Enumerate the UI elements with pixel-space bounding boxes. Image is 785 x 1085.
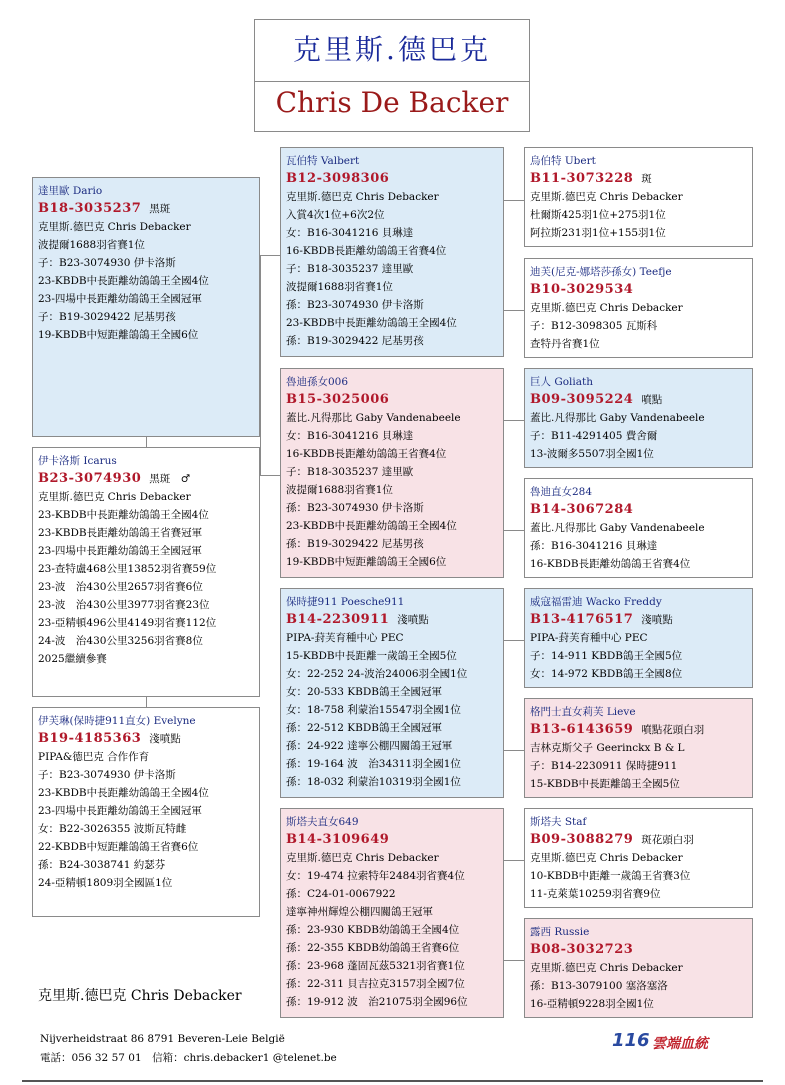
record-line: 孫：22-355 KBDB幼鴿鴿王省賽6位 — [286, 942, 460, 954]
record-line: 子：B18-3035237 達里歐 — [286, 466, 414, 478]
ring-number: B23-3074930 — [38, 471, 142, 486]
pedigree-card-gp1 — [524, 147, 753, 247]
record-line: 查特丹省賽1位 — [530, 338, 600, 350]
owner-address: Nijverheidstraat 86 8791 Beveren-Leie België — [40, 1033, 285, 1045]
pedigree-card-gp6 — [524, 698, 753, 798]
record-line: 子：B23-3074930 伊卡洛斯 — [38, 257, 176, 269]
bird-name: 伊芙琳(保時捷911直女) Evelyne — [38, 715, 196, 727]
connector — [504, 640, 524, 641]
record-line: 23-KBDB中長距離幼鴿鴿王全國4位 — [286, 317, 457, 329]
record-line: 孫：19-164 波 治34311羽全國1位 — [286, 758, 461, 770]
record-line: 克里斯.德巴克 Chris Debacker — [286, 852, 439, 864]
record-line: 孫：B19-3029422 尼基男孩 — [286, 538, 424, 550]
record-line: 子：14-911 KBDB鴿王全國5位 — [530, 650, 683, 662]
pedigree-card-sire — [280, 147, 504, 357]
bird-name: 露西 Russie — [530, 926, 590, 938]
ring-number: B19-4185363 — [38, 731, 142, 746]
connector — [146, 697, 147, 707]
record-line: 克里斯.德巴克 Chris Debacker — [38, 491, 191, 503]
record-line: 16-KBDB長距離幼鴿鴿王省賽4位 — [286, 448, 447, 460]
record-line: 克里斯.德巴克 Chris Debacker — [530, 302, 683, 314]
bird-color: 淺噴點 — [641, 614, 673, 626]
bird-name: 瓦伯特 Valbert — [286, 155, 360, 167]
record-line: 女：18-758 利蒙治15547羽全國1位 — [286, 704, 461, 716]
bird-color: 淺噴點 — [397, 614, 429, 626]
owner-contact: 電話：056 32 57 01 信箱：chris.debacker1 @telenet.be — [40, 1052, 337, 1064]
record-line: 孫：18-032 利蒙治10319羽全國1位 — [286, 776, 461, 788]
pedigree-card-dam — [280, 368, 504, 578]
owner-name: 克里斯.德巴克 Chris Debacker — [38, 988, 242, 1004]
record-line: 女：19-474 拉索特年2484羽省賽4位 — [286, 870, 465, 882]
record-line: 孫：B23-3074930 伊卡洛斯 — [286, 299, 424, 311]
record-line: 孫：19-912 波 治21075羽全國96位 — [286, 996, 468, 1008]
pedigree-card-gp5 — [524, 588, 753, 688]
record-line: 23-波 治430公里2657羽省賽6位 — [38, 581, 203, 593]
bird-name: 達里歐 Dario — [38, 185, 103, 197]
bird-name: 巨人 Goliath — [530, 376, 594, 388]
bird-color: 黑斑 ♂ — [149, 473, 191, 485]
record-line: 克里斯.德巴克 Chris Debacker — [530, 962, 683, 974]
title-divider — [255, 81, 529, 82]
record-line: 波提爾1688羽省賽1位 — [38, 239, 145, 251]
bird-color: 淺噴點 — [149, 733, 181, 745]
record-line: 入賞4次1位+6次2位 — [286, 209, 385, 221]
connector — [260, 255, 280, 256]
ring-number: B14-3109649 — [286, 832, 390, 847]
record-line: 杜爾斯425羽1位+275羽1位 — [530, 209, 666, 221]
record-line: 15-KBDB中長距離一歲鴿王全國5位 — [286, 650, 457, 662]
record-line: 23-四場中長距離幼鴿鴿王全國冠軍 — [38, 545, 202, 557]
record-line: 女：22-252 24-波治24006羽全國1位 — [286, 668, 468, 680]
record-line: 23-四場中長距離幼鴿鴿王全國冠軍 — [38, 805, 202, 817]
record-line: 女：14-972 KBDB鴿王全國8位 — [530, 668, 683, 680]
record-line: 克里斯.德巴克 Chris Debacker — [286, 191, 439, 203]
record-line: 孫：B19-3029422 尼基男孩 — [286, 335, 424, 347]
record-line: 子：B19-3029422 尼基男孩 — [38, 311, 176, 323]
record-line: 23-四場中長距離幼鴿鴿王全國冠軍 — [38, 293, 202, 305]
pedigree-card-sibsire — [280, 588, 504, 798]
ring-number: B14-3067284 — [530, 502, 634, 517]
bird-color: 斑花頭白羽 — [641, 834, 694, 846]
record-line: 孫：22-512 KBDB鴿王全國冠軍 — [286, 722, 442, 734]
record-line: 克里斯.德巴克 Chris Debacker — [530, 191, 683, 203]
record-line: 孫：B24-3038741 約瑟芬 — [38, 859, 166, 871]
record-line: 23-KBDB長距離幼鴿鴿王省賽冠軍 — [38, 527, 203, 539]
record-line: PIPA&德巴克 合作作育 — [38, 751, 150, 763]
pedigree-card-sibling2 — [32, 707, 260, 917]
record-line: 波提爾1688羽省賽1位 — [286, 281, 393, 293]
connector — [146, 437, 147, 447]
record-line: 女：B16-3041216 貝琳達 — [286, 430, 414, 442]
ring-number: B12-3098306 — [286, 171, 390, 186]
ring-number: B13-6143659 — [530, 722, 634, 737]
bird-name: 斯塔夫直女649 — [286, 816, 359, 828]
logo-number: 116 — [612, 1030, 650, 1051]
ring-number: B09-3088279 — [530, 832, 634, 847]
pedigree-card-sibdam — [280, 808, 504, 1018]
pedigree-card-gp4 — [524, 478, 753, 578]
record-line: 女：20-533 KBDB鴿王全國冠軍 — [286, 686, 442, 698]
record-line: 女：B22-3026355 波斯瓦特雌 — [38, 823, 187, 835]
brand-logo — [612, 1030, 722, 1056]
record-line: 23-KBDB中長距離幼鴿鴿王全國4位 — [286, 520, 457, 532]
record-line: 13-波爾多5507羽全國1位 — [530, 448, 654, 460]
connector — [504, 310, 524, 311]
record-line: 19-KBDB中短距離鴿鴿王全國6位 — [286, 556, 447, 568]
record-line: PIPA-葑芙育種中心 PEC — [530, 632, 648, 644]
connector — [504, 860, 524, 861]
page-title-cn: 克里斯.德巴克 — [293, 33, 491, 66]
connector — [504, 960, 524, 961]
record-line: 克里斯.德巴克 Chris Debacker — [38, 221, 191, 233]
bird-color: 噴點 — [641, 394, 663, 406]
record-line: 吉林克斯父子 Geerinckx B & L — [530, 742, 685, 754]
record-line: 孫：22-311 貝吉拉克3157羽全國7位 — [286, 978, 465, 990]
connector — [260, 475, 280, 476]
bird-color: 斑 — [641, 173, 652, 185]
record-line: 23-波 治430公里3977羽省賽23位 — [38, 599, 210, 611]
record-line: 子：B11-4291405 費舍爾 — [530, 430, 658, 442]
record-line: 15-KBDB中長距離鴿王全國5位 — [530, 778, 680, 790]
ring-number: B10-3029534 — [530, 282, 634, 297]
connector — [504, 200, 524, 201]
record-line: 19-KBDB中短距離鴿鴿王全國6位 — [38, 329, 199, 341]
record-line: 子：B12-3098305 瓦斯科 — [530, 320, 658, 332]
record-line: 23-查特盧468公里13852羽省賽59位 — [38, 563, 217, 575]
record-line: 11-克萊葉10259羽省賽9位 — [530, 888, 661, 900]
record-line: 22-KBDB中短距離鴿鴿王省賽6位 — [38, 841, 199, 853]
pedigree-card-gp3 — [524, 368, 753, 468]
page-title-en: Chris De Backer — [275, 86, 509, 119]
connector — [504, 530, 524, 531]
header-title-box — [254, 19, 530, 132]
ring-number: B14-2230911 — [286, 612, 390, 627]
bird-color: 黑斑 — [149, 203, 171, 215]
bird-name: 烏伯特 Ubert — [530, 155, 596, 167]
connector — [504, 420, 524, 421]
record-line: 10-KBDB中距離一歲鴿王省賽3位 — [530, 870, 691, 882]
record-line: 子：B18-3035237 達里歐 — [286, 263, 414, 275]
bird-name: 斯塔夫 Staf — [530, 816, 587, 828]
record-line: 16-KBDB長距離幼鴿鴿王省賽4位 — [286, 245, 447, 257]
record-line: 孫：B13-3079100 塞洛塞洛 — [530, 980, 668, 992]
bird-name: 魯迪孫女006 — [286, 376, 349, 388]
record-line: 克里斯.德巴克 Chris Debacker — [530, 852, 683, 864]
record-line: 23-KBDB中長距離幼鴿鴿王全國4位 — [38, 275, 209, 287]
ring-number: B15-3025006 — [286, 392, 390, 407]
pedigree-card-sibling1 — [32, 447, 260, 697]
record-line: 23-KBDB中長距離幼鴿鴿王全國4位 — [38, 787, 209, 799]
record-line: 孫：23-968 蓬固瓦茲5321羽省賽1位 — [286, 960, 465, 972]
record-line: 蓋比.凡得那比 Gaby Vandenabeele — [286, 412, 461, 424]
record-line: 女：B16-3041216 貝琳達 — [286, 227, 414, 239]
record-line: 23-KBDB中長距離幼鴿鴿王全國4位 — [38, 509, 209, 521]
connector — [260, 255, 261, 475]
record-line: 孫：24-922 達寧公棚四關鴿王冠軍 — [286, 740, 453, 752]
connector — [504, 750, 524, 751]
record-line: 16-KBDB長距離幼鴿鴿王省賽4位 — [530, 558, 691, 570]
record-line: 子：B23-3074930 伊卡洛斯 — [38, 769, 176, 781]
pedigree-card-gp2 — [524, 258, 753, 358]
record-line: 孫：C24-01-0067922 — [286, 888, 396, 900]
record-line: 23-亞精頓496公里4149羽省賽112位 — [38, 617, 217, 629]
record-line: 16-亞精頓9228羽全國1位 — [530, 998, 654, 1010]
ring-number: B18-3035237 — [38, 201, 142, 216]
bird-name: 伊卡洛斯 Icarus — [38, 455, 117, 467]
record-line: 24-亞精頓1809羽全國區1位 — [38, 877, 173, 889]
bird-color: 噴點花頭白羽 — [641, 724, 705, 736]
ring-number: B09-3095224 — [530, 392, 634, 407]
record-line: 24-波 治430公里3256羽省賽8位 — [38, 635, 203, 647]
pedigree-card-gp7 — [524, 808, 753, 908]
footer-rule — [22, 1080, 763, 1082]
pedigree-card-subject — [32, 177, 260, 437]
pedigree-card-gp8 — [524, 918, 753, 1018]
ring-number: B08-3032723 — [530, 942, 634, 957]
record-line: 阿拉斯231羽1位+155羽1位 — [530, 227, 666, 239]
bird-name: 魯迪直女284 — [530, 486, 593, 498]
record-line: 2025繼續參賽 — [38, 653, 107, 665]
record-line: 蓋比.凡得那比 Gaby Vandenabeele — [530, 522, 705, 534]
bird-name: 迪芙(尼克-娜塔莎孫女) Teefje — [530, 266, 672, 278]
record-line: PIPA-葑芙育種中心 PEC — [286, 632, 404, 644]
ring-number: B11-3073228 — [530, 171, 634, 186]
record-line: 孫：B23-3074930 伊卡洛斯 — [286, 502, 424, 514]
logo-text: 雲端血統 — [652, 1036, 708, 1052]
bird-name: 保時捷911 Poesche911 — [286, 596, 405, 608]
record-line: 蓋比.凡得那比 Gaby Vandenabeele — [530, 412, 705, 424]
bird-name: 威寇福雷迪 Wacko Freddy — [530, 596, 662, 608]
bird-name: 格門士直女莉芙 Lieve — [530, 706, 636, 718]
record-line: 孫：B16-3041216 貝琳達 — [530, 540, 658, 552]
record-line: 波提爾1688羽省賽1位 — [286, 484, 393, 496]
record-line: 孫：23-930 KBDB幼鴿鴿王全國4位 — [286, 924, 460, 936]
record-line: 達寧神州輝煌公棚四關鴿王冠軍 — [286, 906, 433, 918]
record-line: 子：B14-2230911 保時捷911 — [530, 760, 678, 772]
ring-number: B13-4176517 — [530, 612, 634, 627]
